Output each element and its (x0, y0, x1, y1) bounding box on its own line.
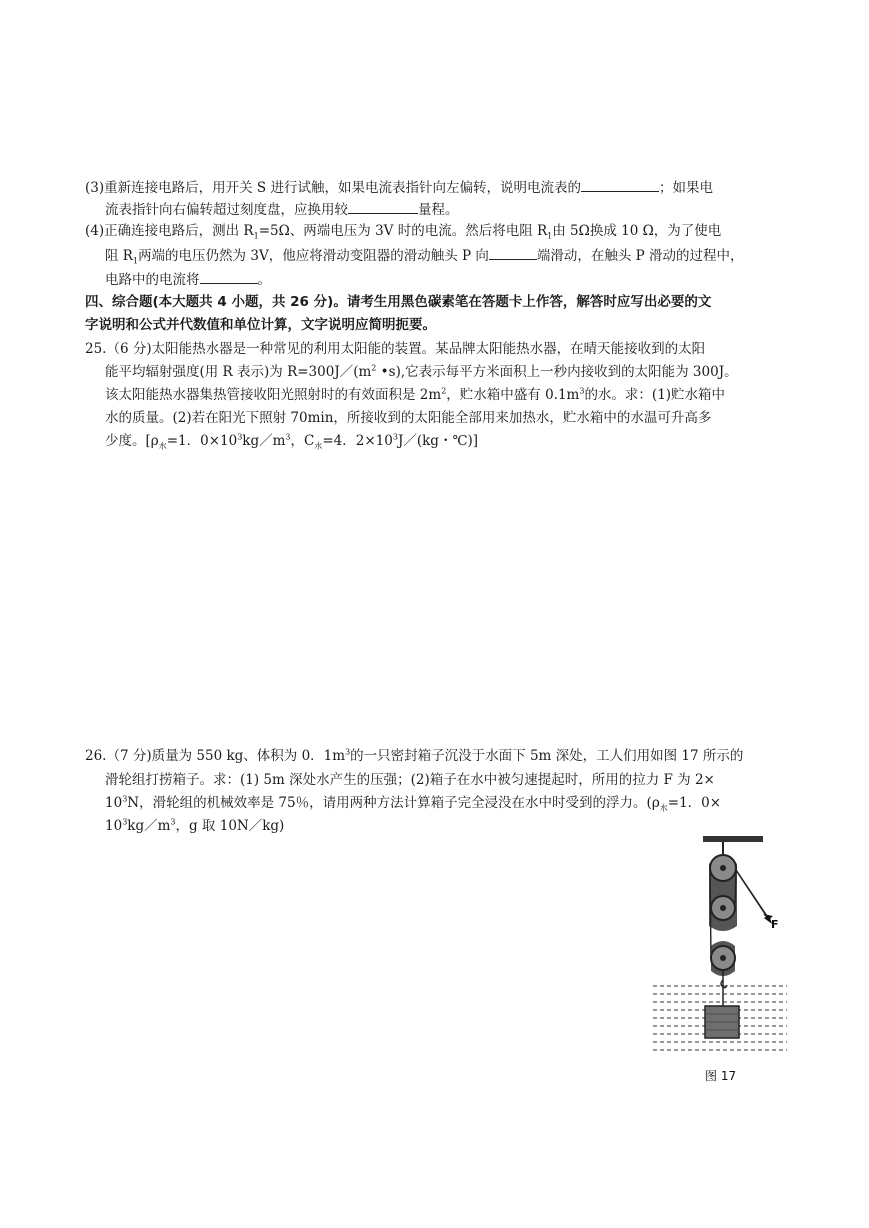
q25-text-3a: 该太阳能热水器集热管接收阳光照射时的有效面积是 2m (105, 387, 442, 403)
q26-sup-a: 3 (345, 747, 351, 757)
q3-line-2 (105, 200, 459, 219)
q4-line-1 (85, 222, 721, 240)
q25-sub-a: 水 (158, 441, 167, 451)
q26-text-4a: 10 (105, 818, 123, 834)
q26-text-4b: kg／m (127, 818, 171, 834)
q4-line-2 (105, 246, 744, 265)
q26-line-1 (85, 747, 743, 765)
pulley-diagram-svg (645, 836, 795, 1086)
q25-line-3 (105, 386, 725, 404)
q26-sub-a: 水 (659, 803, 668, 813)
figure-caption: 图 17 (705, 1069, 737, 1083)
q26-text-3a: 10 (105, 795, 123, 811)
q4-line-3 (105, 270, 271, 289)
q26-sup-d: 3 (170, 817, 176, 827)
q3-line-1 (85, 178, 713, 197)
q26-line-3 (105, 794, 721, 812)
q25-text-3c: 的水。求：(1)贮水箱中 (584, 387, 726, 403)
q25-line-2 (105, 363, 738, 381)
q25-line-1: 25.（6 分)太阳能热水器是一种常见的利用太阳能的装置。某品牌太阳能热水器，在晴天能接收到的太阳 (85, 341, 706, 357)
q26-sup-c: 3 (122, 817, 128, 827)
q3-answer-blank-1[interactable] (581, 178, 659, 192)
q25-line-5 (105, 432, 478, 450)
q4-text-3a: 电路中的电流将 (105, 272, 200, 288)
q25-text-2b: •s),它表示每平方米面积上一秒内接收到的太阳能为 300J。 (376, 364, 738, 380)
section4-heading-line-1: 四、综合题(本大题共 4 小题，共 26 分)。请考生用黑色碳素笔在答题卡上作答，解答时应写出必要的文 (85, 294, 712, 310)
q26-text-3c: =1．0× (667, 795, 722, 811)
q25-text-5e: =4．2×10 (322, 433, 393, 449)
q4-answer-blank-2[interactable] (200, 270, 258, 284)
q25-text-5c: kg／m (242, 433, 286, 449)
q25-sup-e: 3 (285, 432, 291, 442)
q4-text-2c: 端滑动，在触头 P 滑动的过程中， (536, 248, 744, 264)
q25-sub-b: 水 (314, 441, 323, 451)
q4-answer-blank-1[interactable] (489, 246, 537, 260)
lower-pulley-axle (720, 955, 726, 961)
q4-sub-1: 1 (253, 231, 259, 241)
q4-sub-3: 1 (132, 256, 139, 266)
q26-text-1b: 的一只密封箱子沉没于水面下 5m 深处，工人们用如图 17 所示的 (350, 748, 744, 764)
q26-line-2: 滑轮组打捞箱子。求：(1) 5m 深处水产生的压强；(2)箱子在水中被匀速提起时，所用的拉力 F 为 2× (105, 772, 715, 788)
top-pulley-axle (720, 865, 726, 871)
q25-sup-f: 3 (392, 432, 398, 442)
q3-text-2a: 流表指针向右偏转超过刻度盘，应换用较 (105, 202, 348, 218)
q4-text-1a: (4)正确连接电路后，测出 R (85, 223, 254, 239)
q4-text-1c: 由 5Ω换成 10 Ω，为了使电 (552, 223, 722, 239)
force-label: F (771, 918, 779, 931)
q26-text-1a: 26.（7 分)质量为 550 kg、体积为 0．1m (85, 748, 346, 764)
force-arrow (736, 870, 771, 922)
q26-text-4c: ，g 取 10N／kg) (175, 818, 285, 834)
middle-pulley-axle (720, 905, 726, 911)
q26-sup-b: 3 (122, 794, 128, 804)
pulley-figure (645, 836, 795, 1086)
q3-text-1b: ；如果电 (658, 180, 713, 196)
q26-line-4 (105, 817, 284, 835)
q4-text-2a: 阻 R (105, 248, 133, 264)
q4-text-2b: 两端的电压仍然为 3V，他应将滑动变阻器的滑动触头 P 向 (138, 248, 489, 264)
q25-sup-b: 2 (441, 386, 447, 396)
q25-line-4: 水的质量。(2)若在阳光下照射 70min，所接收到的太阳能全部用来加热水，贮水箱中的水温可升高多 (105, 410, 712, 426)
q26-text-3b: N，滑轮组的机械效率是 75％，请用两种方法计算箱子完全浸没在水中时受到的浮力。(ρ (127, 795, 660, 811)
q25-sup-d: 3 (237, 432, 243, 442)
q25-text-5a: 少度。[ρ (105, 433, 159, 449)
q3-answer-blank-2[interactable] (348, 200, 418, 214)
section4-heading-line-2: 字说明和公式并代数值和单位计算，文字说明应简明扼要。 (85, 317, 436, 333)
q3-text-2b: 量程。 (418, 202, 459, 218)
q4-sub-2: 1 (547, 231, 553, 241)
q3-text-1a: (3)重新连接电路后，用开关 S 进行试触，如果电流表指针向左偏转，说明电流表的 (85, 180, 581, 196)
q25-text-3b: ，贮水箱中盛有 0.1m (446, 387, 580, 403)
q25-text-5f: J／(kg・℃)] (397, 433, 479, 449)
q25-text-5d: ，C (290, 433, 315, 449)
q25-text-5b: =1．0×10 (166, 433, 238, 449)
q4-text-3b: 。 (257, 272, 271, 288)
q25-sup-c: 3 (579, 386, 585, 396)
q4-text-1b: =5Ω、两端电压为 3V 时的电流。然后将电阻 R (258, 223, 548, 239)
ceiling-bar (703, 836, 763, 842)
q25-sup-a: 2 (371, 363, 377, 373)
q25-text-2a: 能平均辐射强度(用 R 表示)为 R=300J／(m (105, 364, 372, 380)
hook (721, 980, 727, 988)
